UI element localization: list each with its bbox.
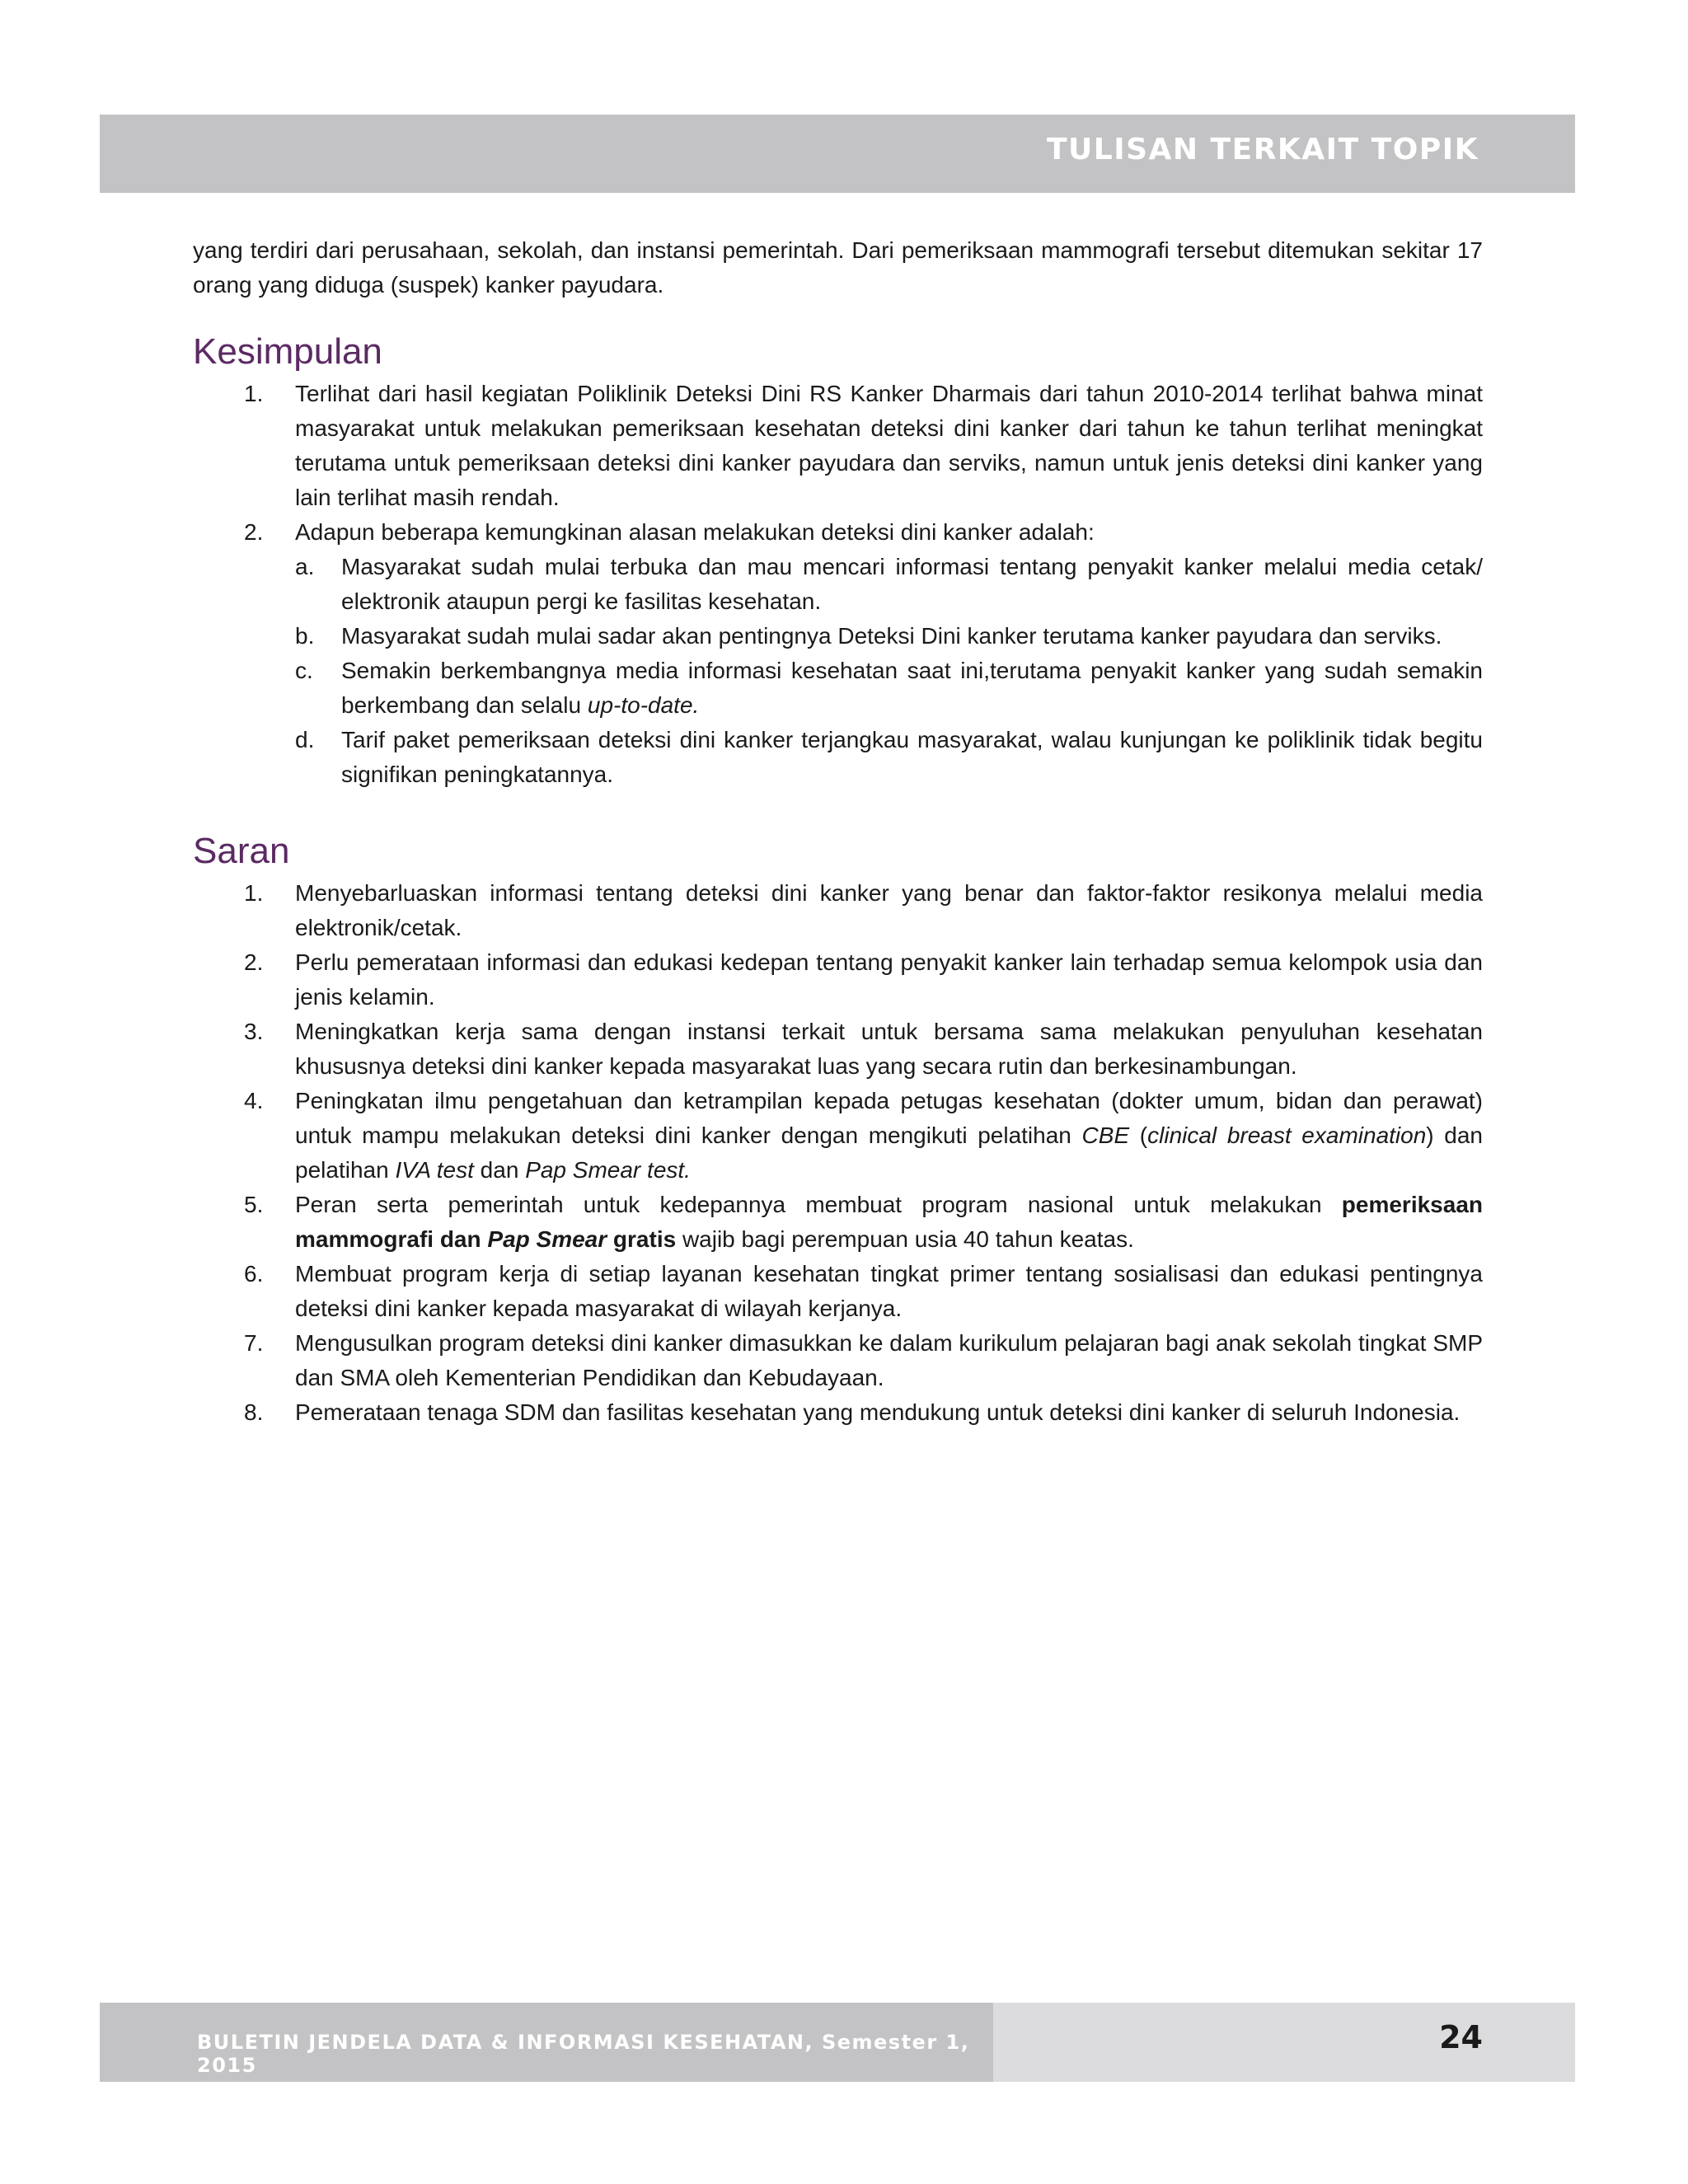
list-number: 5. [244,1192,264,1217]
list-item [193,945,1483,1015]
section-title: TULISAN TERKAIT TOPIK [1046,133,1479,166]
list-number: 8. [244,1399,264,1425]
list-item-text: Peran serta pemerintah untuk kedepannya membuat program nasional untuk melakukan pemeriksaan mammografi dan Pap Smear gratis wajib bagi perempuan usia 40 tahun keatas. [295,1192,1483,1252]
list-item-text: Terlihat dari hasil kegiatan Poliklinik Deteksi Dini RS Kanker Dharmais dari tahun 2010-2014 terlihat bahwa minat masyarakat untuk melakukan pemeriksaan kesehatan deteksi dini kanker dari tahun ke tahun terlihat meningkat terutama untuk pemeriksaan deteksi dini kanker payudara dan serviks, namun untuk jenis deteksi dini kanker yang lain terlihat masih rendah. [295,381,1483,510]
sublist-text: Masyarakat sudah mulai sadar akan pentingnya Deteksi Dini kanker terutama kanker payudara dan serviks. [341,623,1442,649]
intro-paragraph: yang terdiri dari perusahaan, sekolah, dan instansi pemerintah. Dari pemeriksaan mammografi tersebut ditemukan sekitar 17 orang yang diduga (suspek) kanker payudara. [193,237,1483,298]
list-number: 2. [244,519,264,545]
sublist-label: d. [295,727,315,752]
publication-title: BULETIN JENDELA DATA & INFORMASI KESEHATAN, Semester 1, 2015 [197,2031,970,2077]
sublist-text: Masyarakat sudah mulai terbuka dan mau mencari informasi tentang penyakit kanker melalui media cetak/ elektronik ataupun pergi ke fasilitas kesehatan. [341,554,1483,614]
list-item [193,515,1483,792]
reasons-sublist [295,550,1483,792]
list-item [193,1395,1483,1430]
sublist-item [295,619,1483,654]
list-item [193,1084,1483,1188]
sublist-label: a. [295,554,315,579]
sublist-item [295,654,1483,723]
list-item-text: Peningkatan ilmu pengetahuan dan ketrampilan kepada petugas kesehatan (dokter umum, bidan dan perawat) untuk mampu melakukan deteksi dini kanker dengan mengikuti pelatihan CBE (clinical breast examination) dan pelatihan IVA test dan Pap Smear test. [295,1088,1484,1183]
sublist-italic-text: up-to-date. [587,692,700,718]
saran-heading: Saran [193,831,290,871]
article-body [193,233,1483,1430]
list-number: 6. [244,1261,264,1286]
sublist-text: Semakin berkembangnya media informasi kesehatan saat ini,terutama penyakit kanker yang sudah semakin berkembang dan selalu [341,658,1483,718]
list-number: 1. [244,381,264,406]
list-number: 2. [244,949,264,975]
list-item [193,377,1483,515]
list-item-text: Meningkatkan kerja sama dengan instansi terkait untuk bersama sama melakukan penyuluhan kesehatan khususnya deteksi dini kanker kepada masyarakat luas yang secara rutin dan berkesinambungan. [295,1019,1483,1079]
list-item-text: Perlu pemerataan informasi dan edukasi kedepan tentang penyakit kanker lain terhadap semua kelompok usia dan jenis kelamin. [295,949,1483,1010]
sublist-label: b. [295,623,315,649]
list-item [193,876,1483,945]
list-item [193,1015,1483,1084]
list-item [193,1188,1483,1257]
kesimpulan-list [193,377,1483,792]
sublist-label: c. [295,658,313,683]
kesimpulan-heading: Kesimpulan [193,331,382,372]
sublist-text: Tarif paket pemeriksaan deteksi dini kanker terjangkau masyarakat, walau kunjungan ke poliklinik tidak begitu signifikan peningkatannya. [341,727,1483,787]
list-item [193,1326,1483,1395]
list-item-text: Pemerataan tenaga SDM dan fasilitas kesehatan yang mendukung untuk deteksi dini kanker di seluruh Indonesia. [295,1399,1461,1425]
list-number: 1. [244,880,264,906]
header-bar [100,115,1575,193]
list-item-text: Mengusulkan program deteksi dini kanker dimasukkan ke dalam kurikulum pelajaran bagi anak sekolah tingkat SMP dan SMA oleh Kementerian Pendidikan dan Kebudayaan. [295,1330,1483,1390]
list-number: 3. [244,1019,264,1044]
list-item-text: Menyebarluaskan informasi tentang deteksi dini kanker yang benar dan faktor-faktor resikonya melalui media elektronik/cetak. [295,880,1483,940]
footer-bar [100,2003,993,2082]
list-number: 7. [244,1330,264,1356]
list-number: 4. [244,1088,264,1113]
list-item-text: Adapun beberapa kemungkinan alasan melakukan deteksi dini kanker adalah: [295,519,1095,545]
saran-list [193,876,1483,1430]
sublist-item [295,723,1483,792]
page-number: 24 [1439,2019,1483,2055]
footer-page-box [993,2003,1575,2082]
list-item [193,1257,1483,1326]
sublist-item [295,550,1483,619]
list-item-text: Membuat program kerja di setiap layanan kesehatan tingkat primer tentang sosialisasi dan edukasi pentingnya deteksi dini kanker kepada masyarakat di wilayah kerjanya. [295,1261,1483,1321]
